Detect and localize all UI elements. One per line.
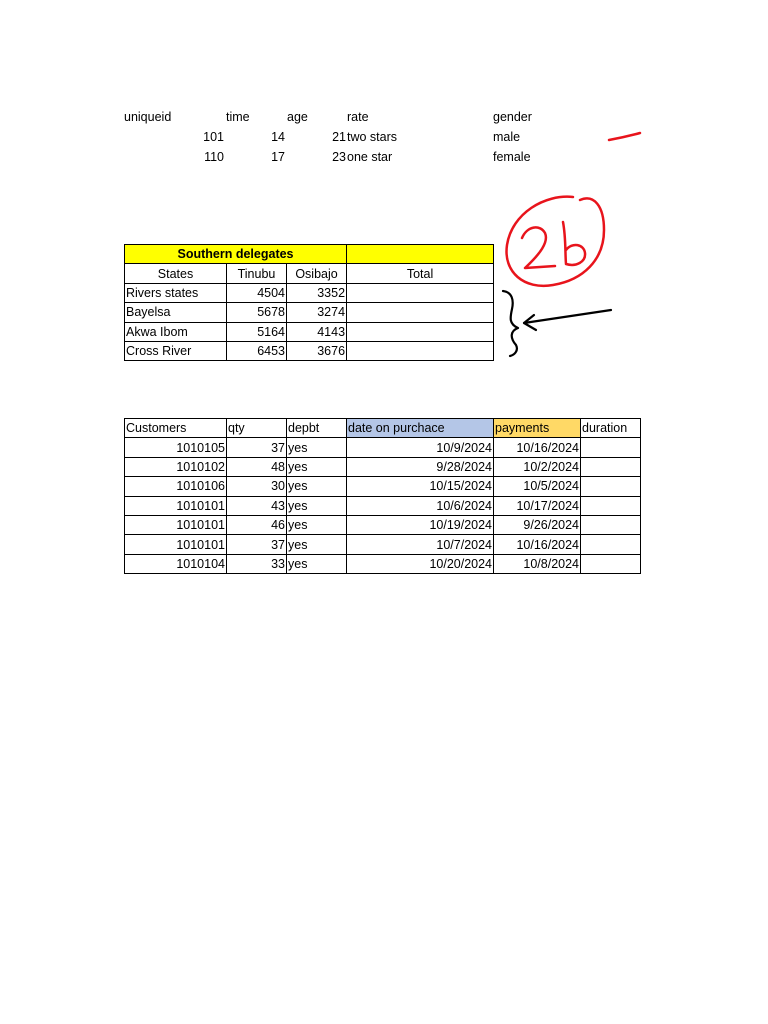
black-brace-arrow-mark (503, 291, 611, 356)
customer-cell: 1010106 (125, 477, 227, 496)
customer-cell: 1010101 (125, 515, 227, 534)
table-row (125, 477, 641, 496)
table-row (125, 341, 494, 360)
duration-cell (581, 535, 641, 554)
depbt-cell: yes (287, 457, 347, 476)
payment-cell: 10/16/2024 (494, 535, 581, 554)
qty-cell: 43 (227, 496, 287, 515)
date-cell: 10/6/2024 (347, 496, 494, 515)
date-cell: 9/28/2024 (347, 457, 494, 476)
table-row (125, 322, 494, 341)
osibajo-cell: 3274 (287, 303, 347, 322)
cell-age: 14 (271, 130, 285, 144)
cell-age: 17 (271, 150, 285, 164)
duration-cell (581, 554, 641, 573)
customer-cell: 1010101 (125, 535, 227, 554)
table-row (125, 496, 641, 515)
southern-delegates-table (124, 244, 494, 361)
cell-gender: male (493, 130, 521, 144)
column-header: States (125, 264, 227, 283)
state-cell: Cross River (125, 341, 227, 360)
depbt-cell: yes (287, 535, 347, 554)
table-row (125, 515, 641, 534)
payment-cell: 10/17/2024 (494, 496, 581, 515)
qty-cell: 37 (227, 438, 287, 457)
table-row (125, 457, 641, 476)
duration-cell (581, 515, 641, 534)
header-uniqueid: uniqueid (124, 110, 172, 124)
cell-rate-num: 21 (332, 130, 346, 144)
osibajo-cell: 3352 (287, 283, 347, 302)
date-cell: 10/20/2024 (347, 554, 494, 573)
customer-cell: 1010102 (125, 457, 227, 476)
total-cell (347, 322, 494, 341)
date-cell: 10/19/2024 (347, 515, 494, 534)
header-gender: gender (493, 110, 532, 124)
title-blank-cell (347, 245, 494, 264)
customer-cell: 1010101 (125, 496, 227, 515)
customers-table (124, 418, 641, 574)
header-age: age (287, 110, 308, 124)
qty-cell: 46 (227, 515, 287, 534)
table-row (125, 554, 641, 573)
column-header: Tinubu (227, 264, 287, 283)
table-row (125, 283, 494, 302)
osibajo-cell: 4143 (287, 322, 347, 341)
payment-cell: 10/8/2024 (494, 554, 581, 573)
column-header: Osibajo (287, 264, 347, 283)
qty-cell: 48 (227, 457, 287, 476)
table-header-row (125, 419, 641, 438)
depbt-cell: yes (287, 477, 347, 496)
cell-time: 110 (204, 150, 224, 164)
depbt-cell: yes (287, 515, 347, 534)
total-cell (347, 341, 494, 360)
duration-cell (581, 457, 641, 476)
column-header: depbt (287, 419, 347, 438)
table-row (125, 535, 641, 554)
table-row (125, 438, 641, 457)
payment-cell: 10/5/2024 (494, 477, 581, 496)
cell-rate-text: one star (347, 150, 393, 164)
duration-cell (581, 438, 641, 457)
header-time: time (226, 110, 250, 124)
table-header-row (125, 264, 494, 283)
qty-cell: 33 (227, 554, 287, 573)
state-cell: Akwa Ibom (125, 322, 227, 341)
customer-cell: 1010104 (125, 554, 227, 573)
customer-cell: 1010105 (125, 438, 227, 457)
qty-cell: 37 (227, 535, 287, 554)
date-cell: 10/7/2024 (347, 535, 494, 554)
red-dash-mark (609, 133, 640, 140)
date-cell: 10/9/2024 (347, 438, 494, 457)
column-header: qty (227, 419, 287, 438)
cell-time: 101 (203, 130, 224, 144)
tinubu-cell: 4504 (227, 283, 287, 302)
state-cell: Rivers states (125, 283, 227, 302)
duration-cell (581, 496, 641, 515)
payment-cell: 9/26/2024 (494, 515, 581, 534)
column-header: Total (347, 264, 494, 283)
tinubu-cell: 5678 (227, 303, 287, 322)
table-title-row (125, 245, 494, 264)
payment-cell: 10/16/2024 (494, 438, 581, 457)
depbt-cell: yes (287, 554, 347, 573)
cell-rate-text: two stars (347, 130, 398, 144)
tinubu-cell: 5164 (227, 322, 287, 341)
depbt-cell: yes (287, 496, 347, 515)
depbt-cell: yes (287, 438, 347, 457)
header-rate: rate (347, 110, 369, 124)
date-cell: 10/15/2024 (347, 477, 494, 496)
duration-cell (581, 477, 641, 496)
column-header: Customers (125, 419, 227, 438)
red-2b-mark (507, 197, 604, 286)
cell-gender: female (493, 150, 531, 164)
column-header: duration (581, 419, 641, 438)
qty-cell: 30 (227, 477, 287, 496)
total-cell (347, 283, 494, 302)
payment-cell: 10/2/2024 (494, 457, 581, 476)
cell-rate-num: 23 (332, 150, 346, 164)
column-header: date on purchace (347, 419, 494, 438)
table-title: Southern delegates (125, 245, 347, 264)
tinubu-cell: 6453 (227, 341, 287, 360)
table-row (125, 303, 494, 322)
state-cell: Bayelsa (125, 303, 227, 322)
total-cell (347, 303, 494, 322)
osibajo-cell: 3676 (287, 341, 347, 360)
column-header: payments (494, 419, 581, 438)
